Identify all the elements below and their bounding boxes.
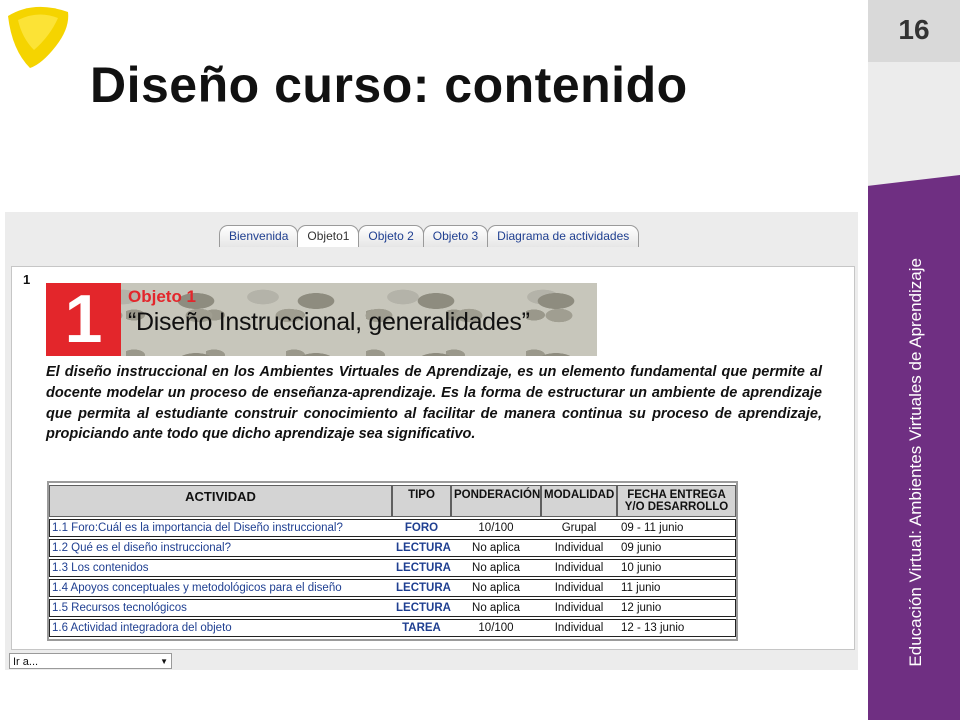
table-row bbox=[49, 579, 736, 597]
intro-paragraph: El diseño instruccional en los Ambientes Virtuales de Aprendizaje, es un elemento fundamental que permite al docente modelar un proceso de enseñanza-aprendizaje. Es la forma de estructurar un ambiente de aprendizaje que permita al estudiante construir conocimiento al facilitar de manera continua su proceso de aprendizaje, propiciando ante todo que dicho aprendizaje sea significativo. bbox=[46, 364, 822, 443]
table-row bbox=[49, 559, 736, 577]
activity-type: FORO bbox=[392, 519, 451, 537]
object-banner bbox=[46, 283, 597, 356]
tab-objeto3[interactable]: Objeto 3 bbox=[423, 225, 488, 247]
activity-modality: Individual bbox=[541, 559, 617, 577]
activity-link[interactable]: 1.5 Recursos tecnológicos bbox=[52, 602, 187, 614]
table-row bbox=[49, 619, 736, 637]
tab-bar bbox=[219, 225, 638, 247]
activity-link[interactable]: 1.4 Apoyos conceptuales y metodológicos para el diseño bbox=[52, 582, 342, 594]
header-weight: PONDERACIÓN bbox=[451, 485, 541, 517]
goto-select[interactable] bbox=[9, 653, 172, 669]
activity-date: 12 junio bbox=[617, 599, 736, 617]
activity-weight: No aplica bbox=[451, 559, 541, 577]
tab-objeto2[interactable]: Objeto 2 bbox=[358, 225, 423, 247]
content-panel bbox=[11, 266, 855, 650]
activity-modality: Individual bbox=[541, 619, 617, 637]
page-number: 16 bbox=[898, 14, 930, 45]
activity-type: TAREA bbox=[392, 619, 451, 637]
activity-type: LECTURA bbox=[392, 599, 451, 617]
activity-table bbox=[47, 481, 738, 641]
activity-date: 10 junio bbox=[617, 559, 736, 577]
activity-weight: 10/100 bbox=[451, 519, 541, 537]
activity-type: LECTURA bbox=[392, 579, 451, 597]
activity-date: 12 - 13 junio bbox=[617, 619, 736, 637]
section-number: 1 bbox=[23, 272, 31, 287]
activity-weight: 10/100 bbox=[451, 619, 541, 637]
header-activity: ACTIVIDAD bbox=[49, 485, 392, 517]
activity-link[interactable]: 1.1 Foro:Cuál es la importancia del Diseño instruccional? bbox=[52, 522, 343, 534]
activity-type: LECTURA bbox=[392, 539, 451, 557]
banner-title: “Diseño Instruccional, generalidades” bbox=[128, 308, 530, 336]
activity-date: 09 - 11 junio bbox=[617, 519, 736, 537]
activity-link[interactable]: 1.6 Actividad integradora del objeto bbox=[52, 622, 232, 634]
goto-select-value: Ir a... bbox=[13, 656, 39, 668]
table-header-row bbox=[49, 485, 736, 517]
tab-objeto1[interactable]: Objeto1 bbox=[297, 225, 359, 247]
banner-subtitle: Objeto 1 bbox=[128, 287, 197, 306]
header-modality: MODALIDAD bbox=[541, 485, 617, 517]
activity-weight: No aplica bbox=[451, 599, 541, 617]
slide-title: Diseño curso: contenido bbox=[90, 57, 688, 113]
activity-link[interactable]: 1.3 Los contenidos bbox=[52, 562, 149, 574]
tab-bienvenida[interactable]: Bienvenida bbox=[219, 225, 298, 247]
activity-modality: Individual bbox=[541, 599, 617, 617]
activity-modality: Individual bbox=[541, 539, 617, 557]
activity-modality: Grupal bbox=[541, 519, 617, 537]
table-row bbox=[49, 519, 736, 537]
activity-weight: No aplica bbox=[451, 539, 541, 557]
activity-weight: No aplica bbox=[451, 579, 541, 597]
activity-modality: Individual bbox=[541, 579, 617, 597]
activity-link[interactable]: 1.2 Qué es el diseño instruccional? bbox=[52, 542, 231, 554]
chevron-down-icon: ▼ bbox=[160, 657, 168, 666]
side-caption bbox=[876, 240, 956, 685]
activity-date: 11 junio bbox=[617, 579, 736, 597]
header-type: TIPO bbox=[392, 485, 451, 517]
brand-logo bbox=[4, 6, 74, 70]
activity-date: 09 junio bbox=[617, 539, 736, 557]
course-browser-window bbox=[5, 212, 858, 670]
table-row bbox=[49, 539, 736, 557]
tab-diagrama-actividades[interactable]: Diagrama de actividades bbox=[487, 225, 639, 247]
side-caption-text: Educación Virtual: Ambientes Virtuales de Aprendizaje bbox=[906, 258, 925, 667]
banner-number: 1 bbox=[64, 283, 103, 356]
activity-type: LECTURA bbox=[392, 559, 451, 577]
header-date: FECHA ENTREGA Y/O DESARROLLO bbox=[617, 485, 736, 517]
table-row bbox=[49, 599, 736, 617]
